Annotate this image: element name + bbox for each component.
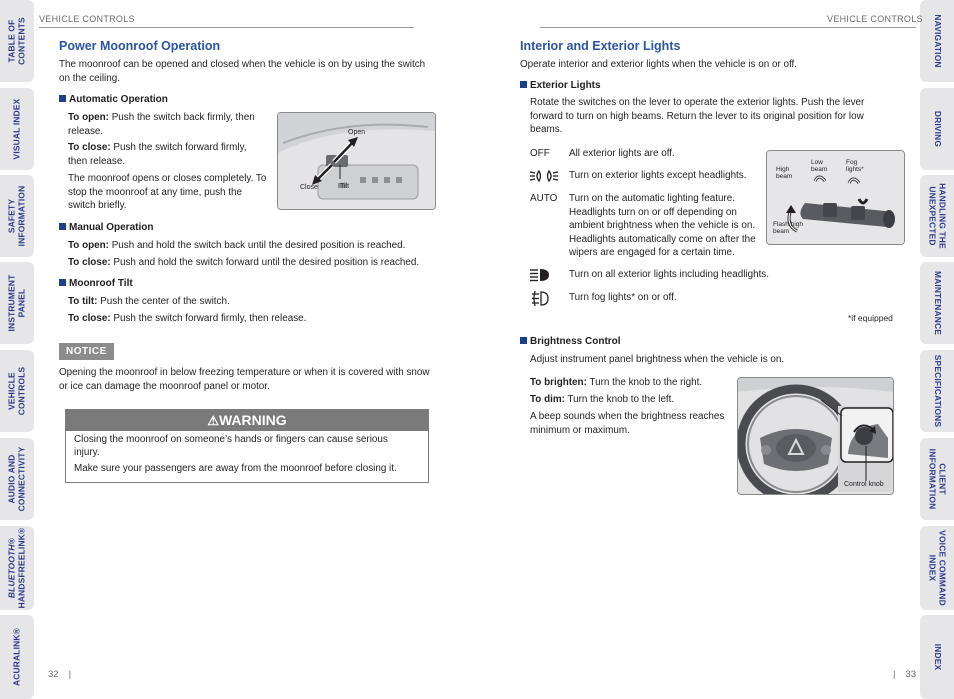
headlight-icon — [529, 267, 551, 288]
tilt-tilt: To tilt: Push the center of the switch. — [68, 296, 230, 307]
beep-note: A beep sounds when the brightness reaches minimum or maximum. — [530, 411, 725, 436]
auto-close: To close: Push the switch forward firmly, then release. — [68, 142, 247, 167]
header-rule — [540, 27, 916, 28]
subheading-tilt: Moonroof Tilt — [59, 278, 133, 289]
figure-label-control-knob: Control knob — [844, 481, 884, 488]
row-off-desc: All exterior lights are off. — [569, 148, 675, 159]
tilt-close: To close: Push the switch forward firmly, then release. — [68, 313, 307, 324]
tab-bluetooth-handsfreelink[interactable] — [0, 526, 34, 610]
row-off-key: OFF — [530, 148, 550, 159]
warning-text-1: Closing the moonroof on someone’s hands or fingers can cause serious injury. — [74, 434, 388, 458]
tab-label: SAFETY INFORMATION — [6, 185, 26, 247]
row-auto-key: AUTO — [530, 193, 558, 204]
tab-label: ACURALINK® — [11, 628, 22, 686]
footnote: *if equipped — [848, 313, 893, 323]
tab-specifications[interactable] — [920, 350, 954, 432]
subheading-manual: Manual Operation — [59, 222, 153, 233]
tab-label: MAINTENANCE — [932, 270, 943, 336]
row-parking-desc: Turn on exterior lights except headlights. — [569, 170, 747, 181]
tab-maintenance[interactable] — [920, 262, 954, 344]
tab-label: TABLE OF CONTENTS — [6, 17, 26, 65]
tab-label: VOICE COMMAND INDEX — [928, 530, 948, 606]
warning-header: ⚠WARNING — [66, 410, 428, 431]
steering-wheel-illustration — [738, 378, 893, 494]
bullet-square — [520, 337, 527, 344]
section-title: Interior and Exterior Lights — [520, 39, 681, 53]
figure-label-high-beam: High beam — [776, 166, 793, 180]
section-intro: Operate interior and exterior lights when the vehicle is on or off. — [520, 59, 798, 70]
subheading-automatic: Automatic Operation — [59, 94, 168, 105]
tab-vehicle-controls[interactable] — [0, 350, 34, 432]
tab-label: DRIVING — [932, 110, 943, 148]
tab-instrument-panel[interactable] — [0, 262, 34, 344]
figure-label-open: Open — [348, 129, 366, 136]
section-title: Power Moonroof Operation — [59, 39, 221, 53]
tab-safety-information[interactable] — [0, 175, 34, 257]
tab-client-information[interactable] — [920, 438, 954, 520]
figure-label-flash-high-beam: Flash high beam — [773, 221, 803, 235]
bullet-square — [59, 223, 66, 230]
tab-label: VISUAL INDEX — [11, 98, 22, 160]
tab-visual-index[interactable] — [0, 88, 34, 170]
tab-label: BLUETOOTH® HANDSFREELINK® — [6, 527, 26, 609]
tab-voice-command-index[interactable] — [920, 526, 954, 610]
warning-triangle-icon: ⚠ — [207, 413, 219, 428]
manual-open: To open: Push and hold the switch back until the desired position is reached. — [68, 240, 406, 251]
bullet-square — [520, 81, 527, 88]
tab-acuralink[interactable] — [0, 615, 34, 699]
moonroof-switch-figure — [277, 112, 436, 210]
subheading-exterior-lights: Exterior Lights — [520, 80, 601, 91]
row-auto-desc: Turn on the automatic lighting feature. Headlights turn on or off depending on ambient brightness when the vehicle is on. Headlights automatically come on after the wipers are engaged for a certain time. — [569, 193, 756, 259]
brightness-text: Adjust instrument panel brightness when the vehicle is on. — [530, 354, 785, 365]
section-intro: The moonroof can be opened and closed when the vehicle is on by using the switch on the ceiling. — [59, 59, 426, 84]
tab-label: AUDIO AND CONNECTIVITY — [6, 446, 26, 512]
figure-label-close: Close — [300, 184, 318, 191]
manual-close: To close: Push and hold the switch forward until the desired position is reached. — [68, 257, 420, 268]
tab-index[interactable] — [920, 615, 954, 699]
tab-label: INSTRUMENT PANEL — [6, 274, 26, 332]
warning-box — [65, 409, 429, 483]
figure-label-fog-lights: Fog lights* — [846, 159, 864, 173]
dim-row: To dim: Turn the knob to the left. — [530, 394, 675, 405]
exterior-lights-text: Rotate the switches on the lever to operate the exterior lights. Push the lever forward to turn on high beams. Return the lever to its original position for low beams. — [530, 97, 865, 136]
tab-label: SPECIFICATIONS — [932, 354, 943, 428]
moonroof-illustration — [278, 113, 435, 209]
tab-label: INDEX — [932, 643, 943, 671]
warning-text-2: Make sure your passengers are away from the moonroof before closing it. — [74, 463, 397, 474]
page-number-right: | 33 — [893, 669, 917, 680]
light-lever-figure — [766, 150, 905, 245]
row-headlight-desc: Turn on all exterior lights including headlights. — [569, 269, 769, 280]
notice-label: NOTICE — [59, 343, 114, 360]
tab-label: CLIENT INFORMATION — [928, 448, 948, 510]
tab-label: NAVIGATION — [932, 14, 943, 68]
tab-table-of-contents[interactable] — [0, 0, 34, 82]
figure-label-low-beam: Low beam — [811, 159, 828, 173]
tab-label: VEHICLE CONTROLS — [6, 366, 26, 416]
bullet-square — [59, 279, 66, 286]
page-header: VEHICLE CONTROLS — [39, 14, 135, 24]
figure-label-tilt: Tilt — [340, 183, 350, 190]
tab-navigation[interactable] — [920, 0, 954, 82]
auto-note: The moonroof opens or closes completely. To stop the moonroof at any time, push the switch briefly. — [68, 173, 267, 212]
tab-label: HANDLING THE UNEXPECTED — [928, 183, 948, 249]
parking-lights-icon — [529, 168, 559, 189]
notice-text: Opening the moonroof in below freezing temperature or when it is covered with snow or ice can damage the moonroof panel or motor. — [59, 367, 430, 392]
row-fog-desc: Turn fog lights* on or off. — [569, 292, 677, 303]
tab-driving[interactable] — [920, 88, 954, 170]
fog-light-icon — [531, 290, 549, 312]
header-rule — [39, 27, 414, 28]
page-header: VEHICLE CONTROLS — [827, 14, 923, 24]
brightness-knob-figure — [737, 377, 894, 495]
brighten-row: To brighten: Turn the knob to the right. — [530, 377, 703, 388]
bullet-square — [59, 95, 66, 102]
subheading-brightness-control: Brightness Control — [520, 336, 621, 347]
tab-handling-the-unexpected[interactable] — [920, 175, 954, 257]
page-number-left: 32 | — [48, 669, 72, 680]
auto-open: To open: Push the switch back firmly, then release. — [68, 112, 255, 137]
tab-audio-and-connectivity[interactable] — [0, 438, 34, 520]
